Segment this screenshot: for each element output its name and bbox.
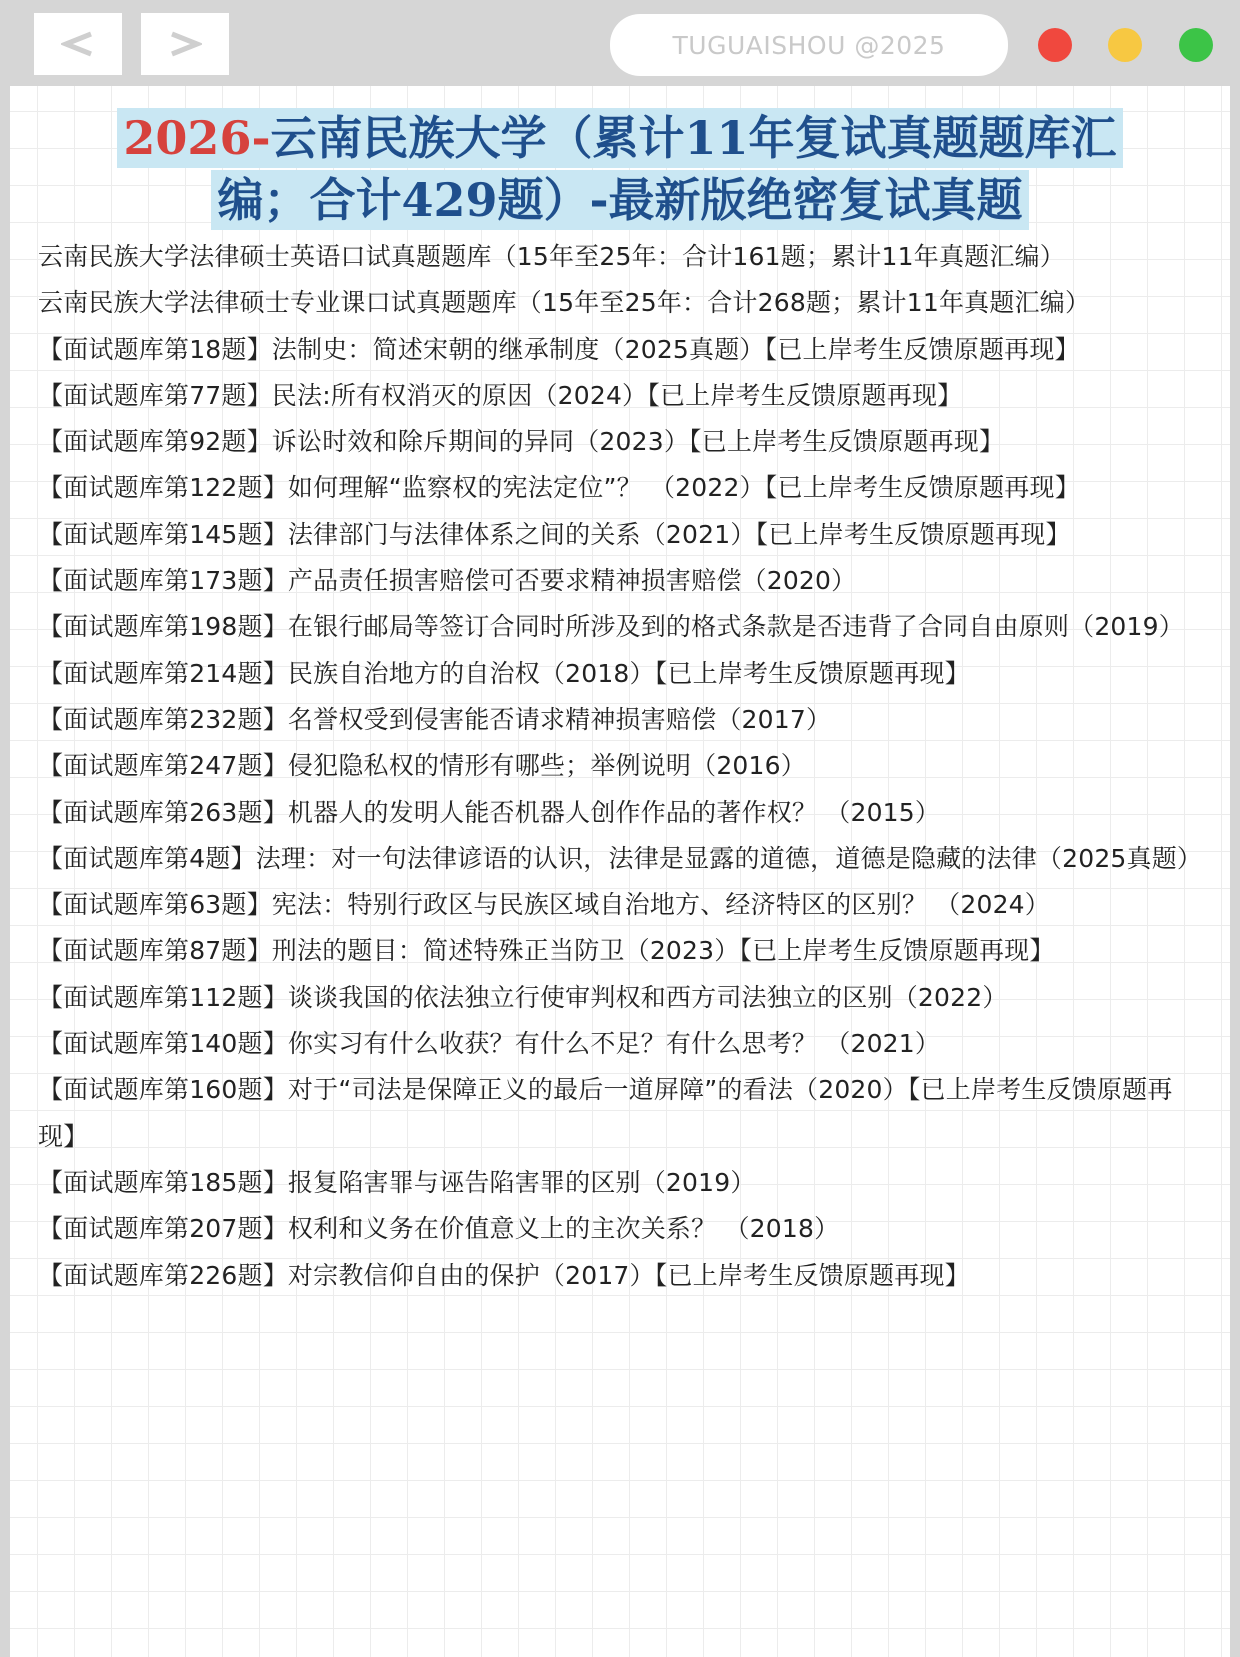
close-window-dot[interactable] [1038, 28, 1072, 62]
list-item: 【面试题库第18题】法制史：简述宋朝的继承制度（2025真题）【已上岸考生反馈原题再现】 [38, 334, 1080, 364]
list-item: 【面试题库第173题】产品责任损害赔偿可否要求精神损害赔偿（2020） [38, 566, 857, 596]
forward-button[interactable] [141, 13, 229, 75]
list-item: 【面试题库第232题】名誉权受到侵害能否请求精神损害赔偿（2017） [38, 704, 832, 734]
list-item: 【面试题库第214题】民族自治地方的自治权（2018）【已上岸考生反馈原题再现】 [38, 658, 970, 688]
list-item: 【面试题库第63题】宪法：特别行政区与民族区域自治地方、经济特区的区别？ （2024） [38, 890, 1050, 920]
frame-right-border [1230, 0, 1240, 1657]
list-item: 【面试题库第207题】权利和义务在价值意义上的主次关系？ （2018） [38, 1214, 840, 1244]
maximize-window-dot[interactable] [1179, 28, 1213, 62]
list-item: 【面试题库第140题】你实习有什么收获？有什么不足？有什么思考？ （2021） [38, 1029, 941, 1059]
list-item: 【面试题库第145题】法律部门与法律体系之间的关系（2021）【已上岸考生反馈原题再现】 [38, 519, 1071, 549]
title-year-accent: 2026- [123, 111, 271, 165]
title-line-1-text: 云南民族大学（累计11年复试真题题库汇 [270, 111, 1117, 165]
list-item: 【面试题库第77题】民法:所有权消灭的原因（2024）【已上岸考生反馈原题再现】 [38, 380, 963, 410]
list-item: 【面试题库第4题】法理：对一句法律谚语的认识，法律是显露的道德，道德是隐藏的法律（2025真题） [38, 843, 1203, 873]
back-button[interactable] [34, 13, 122, 75]
list-item: 云南民族大学法律硕士英语口试真题题库（15年至25年：合计161题；累计11年真题汇编） [38, 242, 1065, 271]
page-title [20, 108, 1220, 232]
list-item: 【面试题库第185题】报复陷害罪与诬告陷害罪的区别（2019） [38, 1167, 756, 1197]
frame-left-border [0, 0, 10, 1657]
title-line-1 [117, 108, 1122, 168]
list-item: 【面试题库第198题】在银行邮局等签订合同时所涉及到的格式条款是否违背了合同自由原则（2019） [38, 612, 1184, 642]
list-item: 【面试题库第122题】如何理解“监察权的宪法定位”？ （2022）【已上岸考生反馈原题再现】 [38, 473, 1080, 503]
list-item: 【面试题库第160题】对于“司法是保障正义的最后一道屏障”的看法（2020）【已上岸考生反馈原题再现】 [38, 1075, 1173, 1151]
browser-toolbar [0, 0, 1240, 86]
question-list [38, 234, 1202, 1299]
list-item: 【面试题库第263题】机器人的发明人能否机器人创作作品的著作权？ （2015） [38, 797, 941, 827]
list-item: 【面试题库第87题】刑法的题目：简述特殊正当防卫（2023）【已上岸考生反馈原题再现】 [38, 936, 1055, 966]
list-item: 【面试题库第226题】对宗教信仰自由的保护（2017）【已上岸考生反馈原题再现】 [38, 1260, 970, 1290]
list-item: 【面试题库第92题】诉讼时效和除斥期间的异同（2023）【已上岸考生反馈原题再现】 [38, 427, 1005, 457]
chevron-right-icon [168, 29, 202, 59]
list-item: 【面试题库第247题】侵犯隐私权的情形有哪些；举例说明（2016） [38, 751, 806, 781]
list-item: 【面试题库第112题】谈谈我国的依法独立行使审判权和西方司法独立的区别（2022） [38, 982, 1008, 1012]
minimize-window-dot[interactable] [1108, 28, 1142, 62]
list-item: 云南民族大学法律硕士专业课口试真题题库（15年至25年：合计268题；累计11年真题汇编） [38, 288, 1091, 318]
address-bar[interactable] [610, 14, 1008, 76]
title-line-2: 编；合计429题）-最新版绝密复试真题 [211, 170, 1028, 230]
chevron-left-icon [61, 29, 95, 59]
